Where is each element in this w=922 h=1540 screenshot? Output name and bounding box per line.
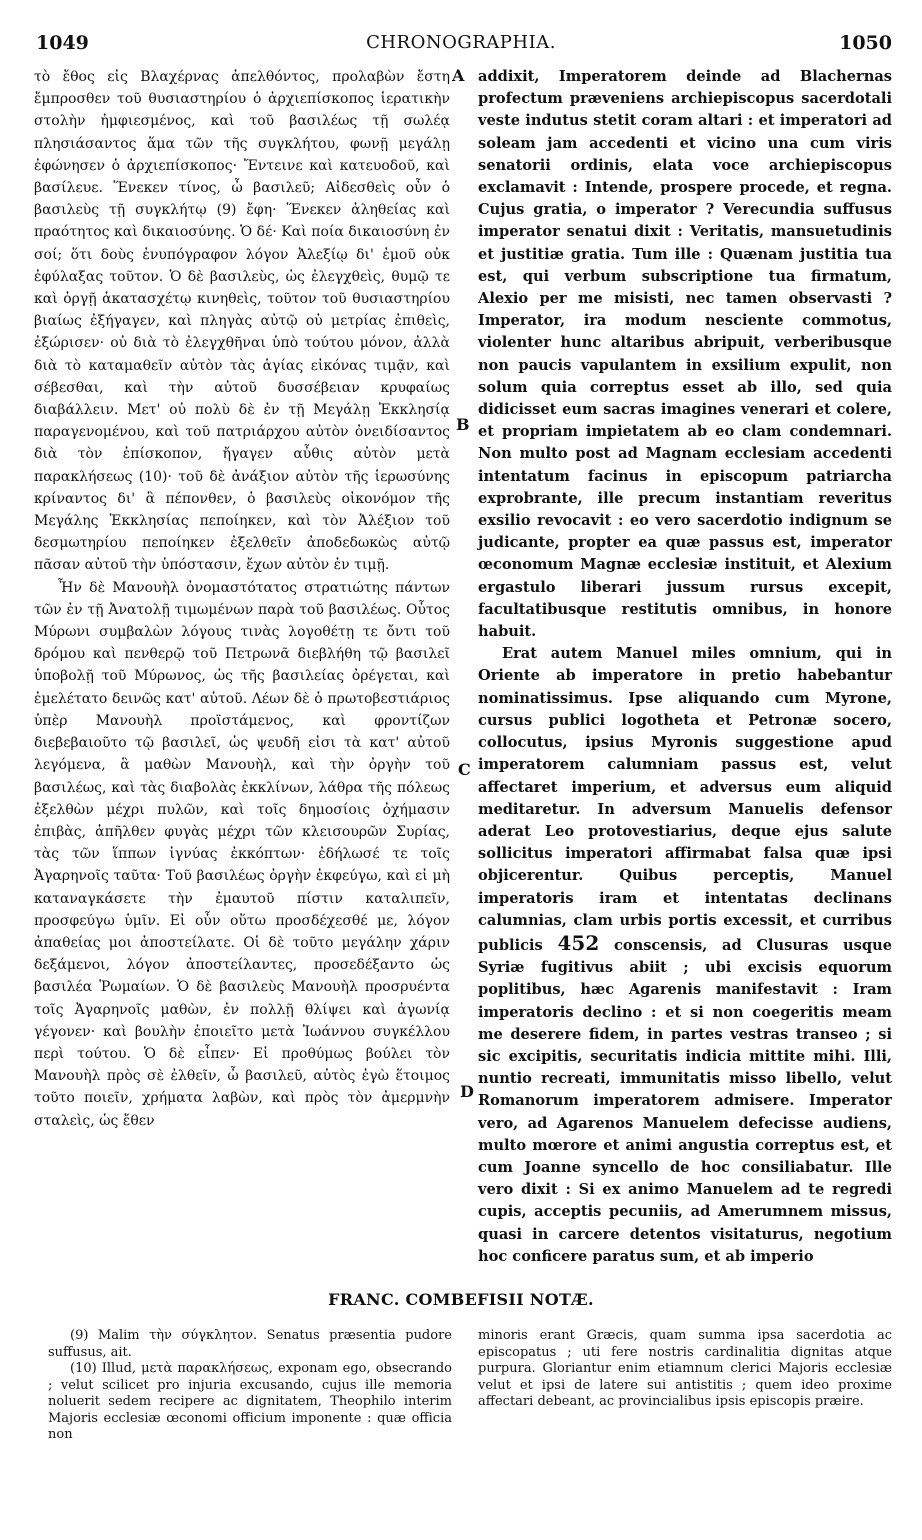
greek-paragraph-1: τὸ ἔθος εἰς Βλαχέρνας ἀπελθόντος, προλαβὼν ἔστη ἔμπροσθεν τοῦ θυσιαστηρίου ὁ ἀρχιεπίσκοπος ἱερατικὴν στολὴν ἠμφιεσμένος, καὶ τοῦ βασιλέως τῇ σωλέᾳ πλησιάσαντος ἅμα τῶν τῆς συγκλήτου, φωνῇ μεγάλῃ ἐφώνησεν ὁ ἀρχιεπίσκοπος· Ἔντεινε καὶ κατευοδοῦ, καὶ βασίλευε. Ἕνεκεν τίνος, ὦ βασιλεῦ; Αἰδεσθεὶς οὖν ὁ βασιλεὺς τῇ συγκλήτῳ (9) ἔφη· Ἕνεκεν ἀληθείας καὶ πραότητος καὶ δικαιοσύνης. Ὁ δέ· Καὶ ποία δικαιοσύνη ἐν σοί; ὅτι δοὺς ἐνυπόγραφον λόγον Ἀλεξίῳ δι' ἐμοῦ οὐκ ἐφύλαξας τοῦτον. Ὁ δὲ βασιλεὺς, ὡς ἐλεγχθεὶς, θυμῷ τε καὶ ὀργῇ ἀκατασχέτῳ κινηθεὶς, τοῦτον τοῦ θυσιαστηρίου βιαίως ἐξήγαγεν, καὶ πληγὰς αὐτῷ οὐ μετρίας ἐπιθεὶς, ἐξώρισεν· οὐ διὰ τὸ ἐλεγχθῆναι ὑπὸ τούτου μόνον, ἀλλὰ διὰ τὸ καταμαθεῖν αὐτὸν τὰς ἁγίας εἰκόνας τιμᾷν, καὶ σέβεσθαι, καὶ τὴν αὐτοῦ δυσσέβειαν κρυφαίως διαβάλλειν. Μετ' οὐ πολὺ δὲ ἐν τῇ Μεγάλῃ Ἐκκλησίᾳ παραγενομένου, καὶ τοῦ πατριάρχου αὐτὸν ὀνειδίσαντος διὰ τὸν ἐπίσκοπον, ἤγαγεν αὖθις αὐτὸν μετὰ παρακλήσεως (10)· τοῦ δὲ ἀνάξιον αὐτὸν τῆς ἱερωσύνης κρίναντος δι' ἃ πέπονθεν, ὁ βασιλεὺς οἰκονόμον τῆς Μεγάλης Ἐκκλησίας πεποίηκεν, καὶ τὸν Ἀλέξιον τοῦ δεσμωτηρίου πεποίηκεν ἐξελθεῖν ἀποδεδωκὼς αὐτῷ πᾶσαν αὐτοῦ τὴν ὑπόστασιν, ἔχων αὐτὸν ἐν τιμῇ. <box>34 69 450 574</box>
latin-paragraph-1: addixit, Imperatorem deinde ad Blachernas profectum præveniens archiepiscopus sacerdotali veste indutus stetit coram altari : et imperatori ad soleam jam accedenti et vicino una cum viris senatorii ordinis, elata voce archiepiscopus exclamavit : Intende, prospere procede, et regna. Cujus gratia, o imperator ? Verecundia suffusus imperator senatui dixit : Veritatis, mansuetudinis et justitiæ gratia. Tum ille : Quænam justitia tua est, qui verbum subscriptione tua firmatum, Alexio per me misisti, nec tamen observasti ? Imperator, ira modum nesciente commotus, violenter hunc altaribus abripuit, verberibusque non paucis vapulantem in exsilium expulit, non solum quia correptus esset ab illo, sed quia didicisset eum sacras imagines venerari et colere, et propriam impietatem ab eo clam condemnari. Non multo post ad Magnam ecclesiam accedenti intentatum facinus in episcopum patriarcha exprobrante, ille precum instantiam reveritus exsilio revocavit : eo vero sacerdotio indignum se judicante, propter ea quæ passus est, imperator œconomum Magnæ ecclesiæ instituit, et Alexium ergastulo liberari jussum rursus excepit, facultatibusque restitutis omnibus, in honore habuit. <box>478 68 892 641</box>
greek-column <box>34 66 450 1132</box>
notes-title: FRANC. COMBEFISII NOTÆ. <box>328 1290 594 1309</box>
page-number-left: 1049 <box>36 32 89 54</box>
latin-paragraph-2-text: Erat autem Manuel miles omnium, qui in Oriente ab imperatore in pretio habebantur nominatissimus. Ipse aliquando cum Myrone, cursus publici logotheta et Petronæ socero, collocutus, ipsius Myronis suggestione apud imperatorem calumniam passus est, velut affectaret imperium, et adversus eum aliquid meditaretur. In adversum Manuelis defensor aderat Leo protovestiarius, deque ejus salute sollicitus imperatori affirmabat falsa quæ ipsi objicerentur. Quibus perceptis, Manuel imperatoris iram et intentatas declinans calumnias, clam urbis portis excessit, et curribus publicis <box>478 645 892 954</box>
latin-column <box>478 66 892 1268</box>
greek-paragraph-2: Ἦν δὲ Μανουὴλ ὀνομαστότατος στρατιώτης πάντων τῶν ἐν τῇ Ἀνατολῇ τιμωμένων παρὰ τοῦ βασιλέως. Οὗτος Μύρωνι συμβαλὼν λόγους τινὰς λογοθέτῃ τε ὄντι τοῦ δρόμου καὶ πενθερῷ τοῦ Πετρωνᾶ διεβλήθη τῷ βασιλεῖ ὑποβολῇ τοῦ Μύρωνος, ὡς τῆς βασιλείας ὀρέγεται, καὶ ἐμελέτατο δεινῶς κατ' αὐτοῦ. Λέων δὲ ὁ πρωτοβεστιάριος ὑπὲρ Μανουὴλ προϊστάμενος, καὶ φροντίζων διεβεβαιοῦτο τῷ βασιλεῖ, ὡς ψευδῆ εἰσι τὰ κατ' αὐτοῦ λεγόμενα, ἃ μαθὼν Μανουὴλ, καὶ τὴν ὀργὴν τοῦ βασιλέως, καὶ τὰς διαβολὰς ἐκκλίνων, λάθρα τῆς πόλεως ἐξελθὼν μέχρι πυλῶν, καὶ τοῖς δημοσίοις ὀχήμασιν ἐπιβὰς, ἀπῆλθεν φυγὰς μέχρι τῶν κλεισουρῶν Συρίας, τὰς τῶν ἵππων ἰγνύας ἐκκόπτων· ἐδήλωσέ τε τοῖς Ἀγαρηνοῖς ταῦτα· Τοῦ βασιλέως ὀργὴν ἐκφεύγω, καὶ εἰ μὴ καταναγκάσετε τὴν ἐμαυτοῦ πίστιν καταλιπεῖν, προσφεύγω ὑμῖν. Εἰ οὖν οὕτω προσδέχεσθέ με, λόγον ἀπαθείας μοι ἀποστείλατε. Οἱ δὲ τοῦτο μεγάλην χάριν δεξάμενοι, λόγον ἀποστείλαντες, προσεδέξαντο ὡς βασιλέα Ῥωμαίων. Ὁ δὲ βασιλεὺς Μανουὴλ προσρυέντα τοῖς Ἀγαρηνοῖς μαθὼν, ἐν πολλῇ θλίψει καὶ ἀγωνίᾳ γέγονεν· καὶ βουλὴν ἐποιεῖτο μετὰ Ἰωάννου συγκέλλου περὶ τούτου. Ὁ δὲ εἶπεν· Εἰ προθύμως βούλει τὸν Μανουὴλ πρὸς σὲ ἐλθεῖν, ὦ βασιλεῦ, αὐτὸς ἐγὼ ἕτοιμος τοῦτο ποιεῖν, χρήματα λαβὼν, καὶ πρὸς τὸν ἀμερμνὴν σταλεὶς, ὡς ἔθεν <box>34 579 450 1129</box>
section-marker-d: D <box>460 1082 474 1101</box>
latin-paragraph-2-cont: conscensis, ad Clusuras usque Syriæ fugitivus abiit ; ubi excisis equorum poplitibus, hæc Agarenis manifestavit : Iram imperatoris declino : et si non coegeritis meam me deserere fidem, in partes vestras transeo ; si sic excipitis, securitatis indicia mittite mihi. Illi, nuntio recreati, immunitatis misso libello, velut Romanorum imperatorem admisere. Imperator vero, ad Agarenos Manuelem defecisse audiens, multo mœrore et animi angustia correptus est, et cum Joanne syncello de hoc consiliabatur. Ille vero dixit : Si ex animo Manuelem ad te regredi cupis, acceptis pecuniis, ad Amerumnem missus, quasi in carcere detentos visitaturus, negotium hoc conficere paratus sum, et ab imperio <box>478 936 892 1265</box>
page-number-right: 1050 <box>839 32 892 54</box>
section-marker-a: A <box>452 66 465 85</box>
notes-right-column <box>478 1328 892 1411</box>
note-10: (10) Illud, μετὰ παρακλήσεως, exponam ego, obsecrando ; velut scilicet pro injuria excusando, cujus ille memoria noluerit sedem recipere ac dignitatem, Theophilo interim Majoris ecclesiæ œconomi officium imponente : quæ officia non <box>48 1361 452 1442</box>
section-marker-b: B <box>456 415 470 434</box>
note-9: (9) Malim τὴν σύγκλητον. Senatus præsentia pudore suffusus, ait. <box>48 1328 452 1360</box>
section-marker-c: C <box>458 760 471 779</box>
note-10-continued: minoris erant Græcis, quam summa ipsa sacerdotia ac episcopatus ; uti fere nostris cardinalitia dignitas atque purpura. Gloriantur enim etiamnum clerici Majoris ecclesiæ velut et ipsi de latere sui antistitis ; quem ideo proxime affectari debeant, ac provincialibus ipsis episcopis præire. <box>478 1328 892 1409</box>
margin-number: 452 <box>557 930 600 955</box>
latin-paragraph-2 <box>478 643 892 1268</box>
notes-left-column <box>48 1328 452 1444</box>
page-header <box>30 32 892 62</box>
running-title: CHRONOGRAPHIA. <box>366 32 556 53</box>
